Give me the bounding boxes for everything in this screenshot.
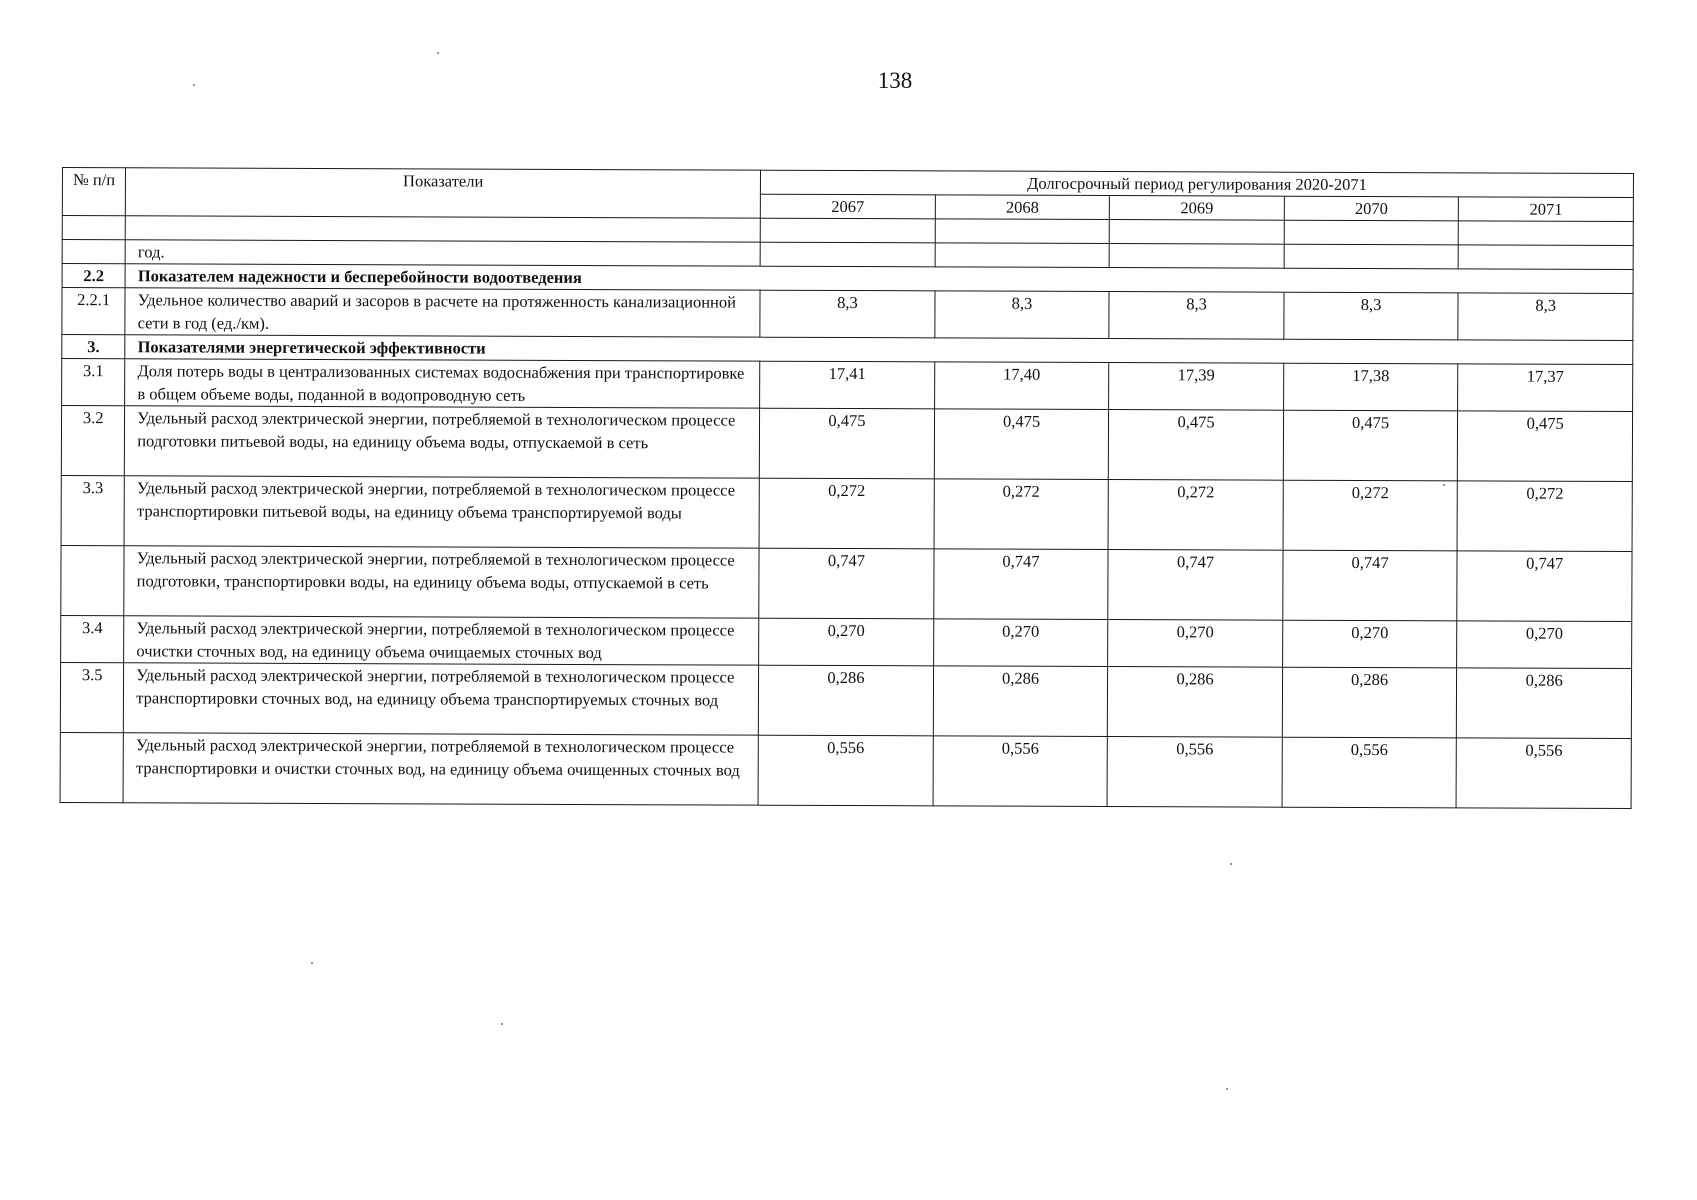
page-number: 138 [877,68,913,93]
row-indicator: Удельное количество аварий и засоров в расчете на протяженность канализационной сети в год (ед./км). [125,288,760,337]
row-value: 0,286 [759,665,934,736]
row-value: 8,3 [1284,292,1459,340]
table-body [60,216,1633,809]
section-title: Показателем надежности и бесперебойности водоотведения [125,264,1633,294]
table-cell [62,216,125,240]
row-num: 3.4 [61,615,124,662]
carry-over-text: год. [125,240,760,266]
row-value: 17,39 [1109,363,1284,411]
row-value: 0,286 [1282,667,1457,738]
indicators-table [60,167,1634,809]
header-year: 2071 [1459,197,1634,222]
row-indicator: Доля потерь воды в централизованных системах водоснабжения при транспортировке в общем объеме воды, поданной в водопроводную сеть [125,359,760,408]
header-num: № п/п [62,168,125,216]
scan-speck [193,84,195,86]
row-indicator: Удельный расход электрической энергии, потребляемой в технологическом процессе транспортировки питьевой воды, на единицу объема транспортируемой воды [124,476,759,548]
row-value: 0,475 [1283,410,1458,481]
table-cell [935,219,1110,244]
table-cell [126,216,761,242]
row-value: 0,272 [1283,480,1458,551]
row-value: 0,272 [934,479,1109,550]
section-title: Показателями энергетической эффективности [125,335,1633,365]
row-num: 3. [62,335,125,359]
row-value: 17,38 [1283,363,1458,411]
scan-speck [1226,1088,1228,1090]
scan-speck [1443,484,1445,486]
table-row [62,288,1633,341]
row-num: 3.2 [61,406,125,476]
row-value: 0,475 [1109,410,1284,481]
row-value: 0,747 [759,548,934,619]
row-value: 17,37 [1458,364,1633,412]
row-value: 0,272 [1457,481,1632,552]
header-period: Долгосрочный период регулирования 2020-2071 [761,170,1634,197]
header-year: 2067 [760,194,935,219]
scan-speck [501,1023,503,1025]
scan-speck [311,962,313,964]
table-row [62,359,1633,412]
header-year: 2068 [935,195,1110,220]
row-value: 8,3 [935,291,1110,339]
row-value: 0,270 [1457,621,1632,669]
row-num [60,732,124,802]
table-row [61,406,1632,482]
table-row [60,732,1631,808]
row-value: 0,556 [1107,737,1282,808]
row-value: 0,286 [1108,667,1283,738]
row-value: 0,747 [934,549,1109,620]
table-cell [62,240,125,264]
table-cell [1109,220,1284,245]
row-value: 0,286 [1457,668,1632,739]
row-value: 17,40 [934,362,1109,410]
row-value: 0,270 [759,618,934,666]
row-value: 0,556 [1282,737,1457,808]
header-year: 2069 [1110,196,1285,221]
row-value: 0,270 [1108,620,1283,668]
row-value: 0,272 [759,478,934,549]
row-num: 3.5 [60,662,124,732]
table-row [61,545,1632,621]
row-value: 0,747 [1457,551,1632,622]
header-year: 2070 [1284,196,1459,221]
header-name: Показатели [126,168,761,218]
row-num: 2.2.1 [62,288,125,335]
row-value: 0,556 [758,735,933,806]
row-indicator: Удельный расход электрической энергии, потребляемой в технологическом процессе подготовки питьевой воды, на единицу объема воды, отпускаемой в сеть [125,406,760,478]
row-value: 0,475 [934,409,1109,480]
table-cell [760,242,935,267]
table-header [62,168,1633,222]
scan-speck [1230,863,1232,865]
table-row [61,615,1632,668]
row-value: 8,3 [1458,293,1633,341]
row-value: 0,286 [933,666,1108,737]
scan-speck [437,52,439,54]
row-value: 0,270 [933,619,1108,667]
row-value: 0,475 [1458,411,1633,482]
row-value: 0,747 [1283,550,1458,621]
row-value: 0,272 [1108,480,1283,551]
table-row [61,475,1632,551]
table-cell [935,243,1110,268]
row-value: 0,270 [1282,620,1457,668]
row-value: 8,3 [1109,292,1284,340]
table-cell [1458,245,1633,270]
table-cell [1109,244,1284,269]
row-value: 8,3 [760,290,935,338]
row-value: 0,747 [1108,550,1283,621]
row-value: 0,556 [1456,738,1631,809]
row-num: 3.1 [62,359,125,406]
table-cell [1284,220,1459,245]
row-value: 17,41 [760,361,935,409]
row-num: 2.2 [62,264,125,288]
row-indicator: Удельный расход электрической энергии, потребляемой в технологическом процессе транспортировки сточных вод, на единицу объема транспортируемых сточных вод [124,663,759,735]
row-indicator: Удельный расход электрической энергии, потребляемой в технологическом процессе подготовки, транспортировки воды, на единицу объема воды, отпускаемой в сеть [124,546,759,618]
table-cell [1459,221,1634,246]
row-indicator: Удельный расход электрической энергии, потребляемой в технологическом процессе очистки сточных вод, на единицу объема очищаемых сточных вод [124,616,759,665]
row-value: 0,556 [933,736,1108,807]
table-row [60,662,1631,738]
table-cell [760,218,935,243]
table-cell [1284,244,1459,269]
row-value: 0,475 [759,408,934,479]
row-num [61,545,125,615]
row-indicator: Удельный расход электрической энергии, потребляемой в технологическом процессе транспортировки и очистки сточных вод, на единицу объема очищенных сточных вод [123,733,758,805]
row-num: 3.3 [61,475,125,545]
